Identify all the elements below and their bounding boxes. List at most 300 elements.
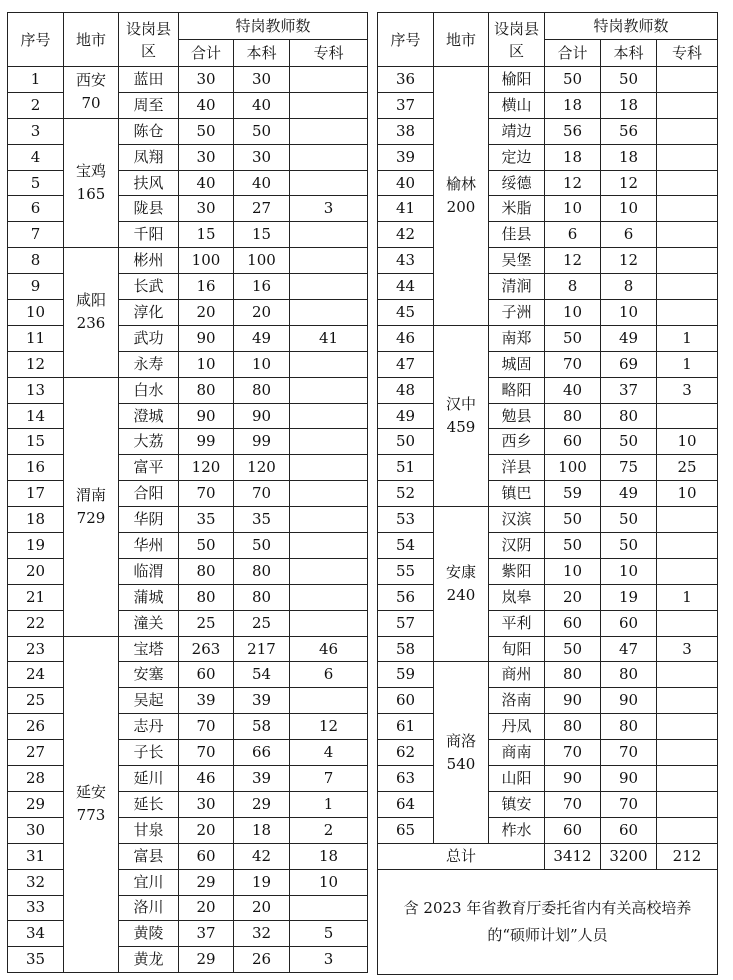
city-count: 240 bbox=[446, 586, 476, 605]
college-cell: 3 bbox=[290, 947, 368, 973]
county-cell: 丹凤 bbox=[489, 714, 545, 740]
seq-cell: 65 bbox=[378, 817, 434, 843]
county-cell: 临渭 bbox=[119, 558, 179, 584]
county-cell: 延川 bbox=[119, 766, 179, 792]
table-row bbox=[378, 558, 718, 584]
county-cell: 汉滨 bbox=[489, 507, 545, 533]
college-cell bbox=[290, 688, 368, 714]
total-cell: 70 bbox=[545, 740, 601, 766]
bachelor-cell: 50 bbox=[601, 507, 657, 533]
header-city: 地市 bbox=[434, 13, 489, 67]
seq-cell: 60 bbox=[378, 688, 434, 714]
county-cell: 镇巴 bbox=[489, 481, 545, 507]
table-row bbox=[8, 947, 368, 973]
seq-cell: 13 bbox=[8, 377, 64, 403]
table-row bbox=[8, 300, 368, 326]
bachelor-cell: 30 bbox=[234, 144, 290, 170]
seq-cell: 2 bbox=[8, 92, 64, 118]
county-cell: 岚皋 bbox=[489, 584, 545, 610]
county-cell: 清涧 bbox=[489, 274, 545, 300]
total-cell: 60 bbox=[179, 843, 234, 869]
header-seq: 序号 bbox=[8, 13, 64, 67]
header-seq: 序号 bbox=[378, 13, 434, 67]
bachelor-cell: 56 bbox=[601, 118, 657, 144]
total-cell: 37 bbox=[179, 921, 234, 947]
county-cell: 商南 bbox=[489, 740, 545, 766]
total-cell: 29 bbox=[179, 947, 234, 973]
table-row bbox=[8, 377, 368, 403]
total-cell: 8 bbox=[545, 274, 601, 300]
summary-bachelor: 3200 bbox=[601, 843, 657, 869]
bachelor-cell: 49 bbox=[601, 481, 657, 507]
college-cell: 1 bbox=[657, 351, 718, 377]
county-cell: 紫阳 bbox=[489, 558, 545, 584]
city-cell bbox=[64, 248, 119, 377]
seq-cell: 14 bbox=[8, 403, 64, 429]
city-count: 70 bbox=[81, 94, 101, 113]
total-cell: 60 bbox=[545, 610, 601, 636]
table-row bbox=[8, 429, 368, 455]
seq-cell: 21 bbox=[8, 584, 64, 610]
seq-cell: 5 bbox=[8, 170, 64, 196]
total-cell: 120 bbox=[179, 455, 234, 481]
seq-cell: 12 bbox=[8, 351, 64, 377]
seq-cell: 28 bbox=[8, 766, 64, 792]
county-cell: 横山 bbox=[489, 92, 545, 118]
table-row bbox=[8, 636, 368, 662]
bachelor-cell: 20 bbox=[234, 895, 290, 921]
seq-cell: 1 bbox=[8, 67, 64, 93]
total-cell: 16 bbox=[179, 274, 234, 300]
table-row bbox=[378, 533, 718, 559]
county-cell: 潼关 bbox=[119, 610, 179, 636]
bachelor-cell: 80 bbox=[234, 584, 290, 610]
table-row bbox=[8, 895, 368, 921]
total-cell: 56 bbox=[545, 118, 601, 144]
city-cell bbox=[64, 377, 119, 636]
bachelor-cell: 60 bbox=[601, 817, 657, 843]
total-cell: 10 bbox=[545, 558, 601, 584]
city-cell bbox=[64, 67, 119, 119]
seq-cell: 64 bbox=[378, 791, 434, 817]
seq-cell: 8 bbox=[8, 248, 64, 274]
total-cell: 70 bbox=[545, 791, 601, 817]
teacher-table-right bbox=[377, 12, 718, 975]
bachelor-cell: 50 bbox=[234, 118, 290, 144]
city-count: 540 bbox=[446, 754, 476, 773]
county-cell: 永寿 bbox=[119, 351, 179, 377]
college-cell bbox=[290, 584, 368, 610]
city-count: 729 bbox=[76, 508, 106, 527]
header-group: 特岗教师数 bbox=[545, 13, 718, 40]
college-cell bbox=[657, 610, 718, 636]
college-cell: 5 bbox=[290, 921, 368, 947]
college-cell bbox=[290, 351, 368, 377]
table-row bbox=[378, 92, 718, 118]
college-cell: 10 bbox=[290, 869, 368, 895]
total-cell: 12 bbox=[545, 170, 601, 196]
seq-cell: 30 bbox=[8, 817, 64, 843]
bachelor-cell: 90 bbox=[601, 766, 657, 792]
seq-cell: 15 bbox=[8, 429, 64, 455]
table-row bbox=[378, 403, 718, 429]
bachelor-cell: 27 bbox=[234, 196, 290, 222]
summary-college: 212 bbox=[657, 843, 718, 869]
table-row bbox=[8, 118, 368, 144]
total-cell: 18 bbox=[545, 144, 601, 170]
college-cell: 3 bbox=[657, 377, 718, 403]
county-cell: 子长 bbox=[119, 740, 179, 766]
summary-row bbox=[378, 843, 718, 869]
seq-cell: 26 bbox=[8, 714, 64, 740]
college-cell: 1 bbox=[657, 325, 718, 351]
college-cell bbox=[657, 740, 718, 766]
bachelor-cell: 10 bbox=[234, 351, 290, 377]
city-count: 165 bbox=[76, 185, 106, 203]
bachelor-cell: 49 bbox=[601, 325, 657, 351]
city-cell bbox=[64, 636, 119, 973]
bachelor-cell: 50 bbox=[601, 429, 657, 455]
table-row bbox=[8, 688, 368, 714]
table-row bbox=[8, 610, 368, 636]
bachelor-cell: 70 bbox=[601, 740, 657, 766]
header-city: 地市 bbox=[64, 13, 119, 67]
total-cell: 60 bbox=[545, 429, 601, 455]
total-cell: 50 bbox=[545, 67, 601, 93]
table-row bbox=[378, 662, 718, 688]
college-cell bbox=[657, 714, 718, 740]
bachelor-cell: 42 bbox=[234, 843, 290, 869]
table-row bbox=[8, 92, 368, 118]
total-cell: 90 bbox=[545, 766, 601, 792]
bachelor-cell: 32 bbox=[234, 921, 290, 947]
county-cell: 宝塔 bbox=[119, 636, 179, 662]
total-cell: 100 bbox=[545, 455, 601, 481]
county-cell: 澄城 bbox=[119, 403, 179, 429]
total-cell: 50 bbox=[545, 533, 601, 559]
table-row bbox=[378, 584, 718, 610]
college-cell: 3 bbox=[290, 196, 368, 222]
table-row bbox=[378, 791, 718, 817]
college-cell bbox=[657, 196, 718, 222]
table-row bbox=[8, 144, 368, 170]
college-cell: 46 bbox=[290, 636, 368, 662]
bachelor-cell: 12 bbox=[601, 170, 657, 196]
college-cell bbox=[290, 222, 368, 248]
total-cell: 50 bbox=[545, 636, 601, 662]
seq-cell: 16 bbox=[8, 455, 64, 481]
total-cell: 80 bbox=[179, 584, 234, 610]
total-cell: 90 bbox=[179, 403, 234, 429]
county-cell: 华阴 bbox=[119, 507, 179, 533]
bachelor-cell: 80 bbox=[234, 558, 290, 584]
header-county: 设岗县区 bbox=[119, 13, 179, 67]
city-name: 商洛 bbox=[445, 731, 476, 750]
table-row bbox=[378, 274, 718, 300]
total-cell: 60 bbox=[179, 662, 234, 688]
seq-cell: 47 bbox=[378, 351, 434, 377]
college-cell: 2 bbox=[290, 817, 368, 843]
county-cell: 米脂 bbox=[489, 196, 545, 222]
college-cell bbox=[290, 248, 368, 274]
city-name: 延安 bbox=[75, 783, 106, 802]
seq-cell: 50 bbox=[378, 429, 434, 455]
city-count: 200 bbox=[446, 197, 476, 216]
table-row bbox=[8, 274, 368, 300]
county-cell: 周至 bbox=[119, 92, 179, 118]
county-cell: 陇县 bbox=[119, 196, 179, 222]
college-cell bbox=[290, 300, 368, 326]
county-cell: 安塞 bbox=[119, 662, 179, 688]
bachelor-cell: 120 bbox=[234, 455, 290, 481]
bachelor-cell: 19 bbox=[601, 584, 657, 610]
bachelor-cell: 99 bbox=[234, 429, 290, 455]
table-row bbox=[8, 843, 368, 869]
bachelor-cell: 39 bbox=[234, 766, 290, 792]
seq-cell: 63 bbox=[378, 766, 434, 792]
bachelor-cell: 12 bbox=[601, 248, 657, 274]
city-cell bbox=[64, 118, 119, 247]
college-cell bbox=[657, 662, 718, 688]
city-count: 773 bbox=[76, 806, 106, 825]
county-cell: 镇安 bbox=[489, 791, 545, 817]
county-cell: 洛南 bbox=[489, 688, 545, 714]
table-row bbox=[378, 766, 718, 792]
total-cell: 46 bbox=[179, 766, 234, 792]
total-cell: 50 bbox=[545, 507, 601, 533]
county-cell: 洋县 bbox=[489, 455, 545, 481]
bachelor-cell: 26 bbox=[234, 947, 290, 973]
table-row bbox=[8, 455, 368, 481]
city-count: 459 bbox=[446, 418, 476, 437]
seq-cell: 37 bbox=[378, 92, 434, 118]
seq-cell: 41 bbox=[378, 196, 434, 222]
header-group: 特岗教师数 bbox=[179, 13, 368, 40]
college-cell bbox=[290, 170, 368, 196]
college-cell bbox=[290, 429, 368, 455]
college-cell: 12 bbox=[290, 714, 368, 740]
header-total: 合计 bbox=[545, 40, 601, 67]
county-cell: 宜川 bbox=[119, 869, 179, 895]
college-cell bbox=[290, 455, 368, 481]
seq-cell: 61 bbox=[378, 714, 434, 740]
bachelor-cell: 54 bbox=[234, 662, 290, 688]
total-cell: 20 bbox=[179, 300, 234, 326]
total-cell: 40 bbox=[179, 170, 234, 196]
table-row bbox=[378, 714, 718, 740]
bachelor-cell: 19 bbox=[234, 869, 290, 895]
bachelor-cell: 35 bbox=[234, 507, 290, 533]
bachelor-cell: 15 bbox=[234, 222, 290, 248]
college-cell bbox=[290, 377, 368, 403]
total-cell: 99 bbox=[179, 429, 234, 455]
seq-cell: 7 bbox=[8, 222, 64, 248]
total-cell: 50 bbox=[545, 325, 601, 351]
table-row bbox=[378, 507, 718, 533]
county-cell: 甘泉 bbox=[119, 817, 179, 843]
seq-cell: 34 bbox=[8, 921, 64, 947]
bachelor-cell: 40 bbox=[234, 92, 290, 118]
city-name: 渭南 bbox=[75, 485, 106, 504]
total-cell: 80 bbox=[179, 558, 234, 584]
seq-cell: 49 bbox=[378, 403, 434, 429]
bachelor-cell: 80 bbox=[234, 377, 290, 403]
county-cell: 大荔 bbox=[119, 429, 179, 455]
total-cell: 80 bbox=[545, 714, 601, 740]
header-total: 合计 bbox=[179, 40, 234, 67]
college-cell bbox=[290, 610, 368, 636]
table-row bbox=[8, 351, 368, 377]
college-cell: 1 bbox=[290, 791, 368, 817]
seq-cell: 57 bbox=[378, 610, 434, 636]
seq-cell: 17 bbox=[8, 481, 64, 507]
bachelor-cell: 100 bbox=[234, 248, 290, 274]
table-row bbox=[378, 222, 718, 248]
total-cell: 70 bbox=[179, 481, 234, 507]
table-row bbox=[378, 144, 718, 170]
bachelor-cell: 90 bbox=[601, 688, 657, 714]
county-cell: 合阳 bbox=[119, 481, 179, 507]
table-row bbox=[378, 636, 718, 662]
total-cell: 39 bbox=[179, 688, 234, 714]
seq-cell: 4 bbox=[8, 144, 64, 170]
bachelor-cell: 30 bbox=[234, 67, 290, 93]
county-cell: 武功 bbox=[119, 325, 179, 351]
college-cell bbox=[290, 481, 368, 507]
county-cell: 山阳 bbox=[489, 766, 545, 792]
total-cell: 50 bbox=[179, 533, 234, 559]
college-cell: 3 bbox=[657, 636, 718, 662]
seq-cell: 35 bbox=[8, 947, 64, 973]
bachelor-cell: 6 bbox=[601, 222, 657, 248]
seq-cell: 25 bbox=[8, 688, 64, 714]
city-name: 宝鸡 bbox=[75, 162, 106, 180]
college-cell bbox=[657, 300, 718, 326]
county-cell: 富平 bbox=[119, 455, 179, 481]
college-cell bbox=[657, 533, 718, 559]
table-row bbox=[8, 714, 368, 740]
total-cell: 20 bbox=[545, 584, 601, 610]
table-row bbox=[378, 351, 718, 377]
total-cell: 80 bbox=[545, 662, 601, 688]
county-cell: 平利 bbox=[489, 610, 545, 636]
seq-cell: 23 bbox=[8, 636, 64, 662]
college-cell: 6 bbox=[290, 662, 368, 688]
county-cell: 蓝田 bbox=[119, 67, 179, 93]
college-cell bbox=[657, 144, 718, 170]
total-cell: 10 bbox=[179, 351, 234, 377]
table-row bbox=[378, 377, 718, 403]
seq-cell: 27 bbox=[8, 740, 64, 766]
table-row bbox=[8, 584, 368, 610]
college-cell bbox=[657, 817, 718, 843]
seq-cell: 22 bbox=[8, 610, 64, 636]
bachelor-cell: 47 bbox=[601, 636, 657, 662]
bachelor-cell: 217 bbox=[234, 636, 290, 662]
bachelor-cell: 29 bbox=[234, 791, 290, 817]
college-cell bbox=[657, 403, 718, 429]
college-cell bbox=[657, 92, 718, 118]
seq-cell: 33 bbox=[8, 895, 64, 921]
table-row bbox=[8, 791, 368, 817]
total-cell: 10 bbox=[545, 196, 601, 222]
bachelor-cell: 40 bbox=[234, 170, 290, 196]
college-cell: 10 bbox=[657, 481, 718, 507]
college-cell bbox=[290, 558, 368, 584]
seq-cell: 32 bbox=[8, 869, 64, 895]
bachelor-cell: 70 bbox=[601, 791, 657, 817]
total-cell: 15 bbox=[179, 222, 234, 248]
total-cell: 6 bbox=[545, 222, 601, 248]
table-row bbox=[8, 170, 368, 196]
bachelor-cell: 90 bbox=[234, 403, 290, 429]
college-cell bbox=[290, 403, 368, 429]
seq-cell: 43 bbox=[378, 248, 434, 274]
county-cell: 吴起 bbox=[119, 688, 179, 714]
teacher-table-left bbox=[7, 12, 368, 973]
total-cell: 100 bbox=[179, 248, 234, 274]
bachelor-cell: 75 bbox=[601, 455, 657, 481]
table-row bbox=[8, 921, 368, 947]
table-row bbox=[378, 67, 718, 93]
county-cell: 佳县 bbox=[489, 222, 545, 248]
total-cell: 50 bbox=[179, 118, 234, 144]
seq-cell: 46 bbox=[378, 325, 434, 351]
county-cell: 彬州 bbox=[119, 248, 179, 274]
table-row bbox=[378, 325, 718, 351]
bachelor-cell: 10 bbox=[601, 300, 657, 326]
college-cell: 41 bbox=[290, 325, 368, 351]
county-cell: 千阳 bbox=[119, 222, 179, 248]
county-cell: 洛川 bbox=[119, 895, 179, 921]
college-cell bbox=[657, 688, 718, 714]
city-name: 安康 bbox=[445, 563, 476, 582]
table-row bbox=[8, 325, 368, 351]
total-cell: 35 bbox=[179, 507, 234, 533]
county-cell: 子洲 bbox=[489, 300, 545, 326]
seq-cell: 59 bbox=[378, 662, 434, 688]
county-cell: 城固 bbox=[489, 351, 545, 377]
table-row bbox=[8, 403, 368, 429]
county-cell: 陈仓 bbox=[119, 118, 179, 144]
seq-cell: 9 bbox=[8, 274, 64, 300]
college-cell: 7 bbox=[290, 766, 368, 792]
county-cell: 绥德 bbox=[489, 170, 545, 196]
county-cell: 榆阳 bbox=[489, 67, 545, 93]
seq-cell: 40 bbox=[378, 170, 434, 196]
bachelor-cell: 8 bbox=[601, 274, 657, 300]
college-cell bbox=[657, 248, 718, 274]
seq-cell: 18 bbox=[8, 507, 64, 533]
seq-cell: 11 bbox=[8, 325, 64, 351]
table-row bbox=[8, 740, 368, 766]
table-row bbox=[8, 662, 368, 688]
college-cell bbox=[290, 533, 368, 559]
table-row bbox=[8, 222, 368, 248]
bachelor-cell: 18 bbox=[234, 817, 290, 843]
county-cell: 西乡 bbox=[489, 429, 545, 455]
county-cell: 靖边 bbox=[489, 118, 545, 144]
bachelor-cell: 20 bbox=[234, 300, 290, 326]
note-row bbox=[378, 869, 718, 974]
total-cell: 12 bbox=[545, 248, 601, 274]
total-cell: 30 bbox=[179, 67, 234, 93]
college-cell: 1 bbox=[657, 584, 718, 610]
college-cell bbox=[657, 791, 718, 817]
header-bachelor: 本科 bbox=[234, 40, 290, 67]
total-cell: 70 bbox=[179, 714, 234, 740]
seq-cell: 62 bbox=[378, 740, 434, 766]
